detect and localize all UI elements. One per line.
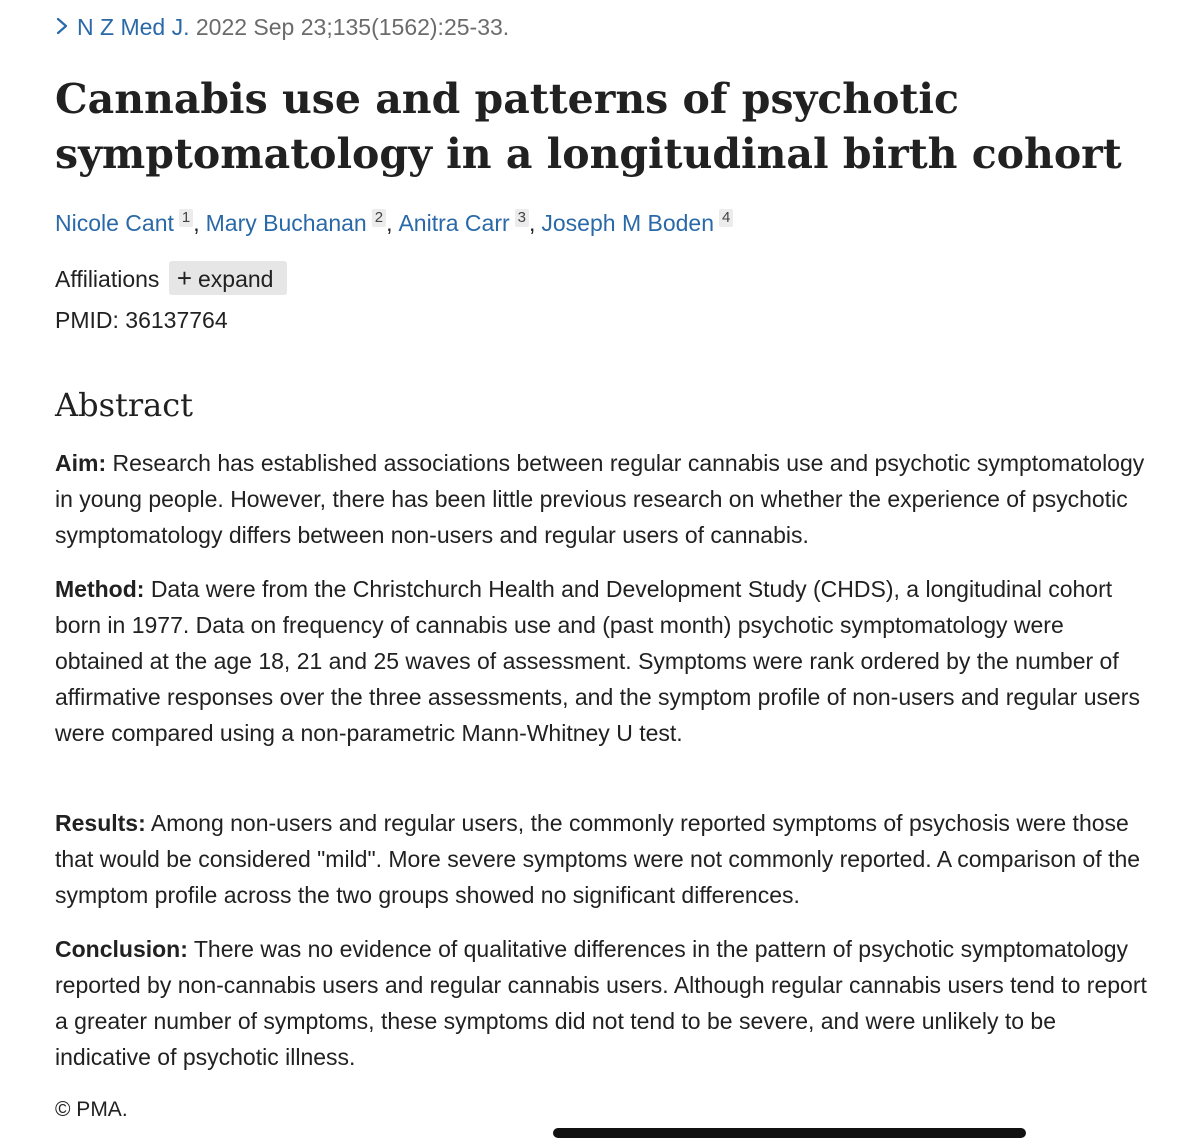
section-label: Aim: xyxy=(55,450,107,476)
author-link[interactable]: Joseph M Boden xyxy=(541,210,715,236)
pmid-row xyxy=(55,304,228,336)
article-title: Cannabis use and patterns of psychotic symptomatology in a longitudinal birth cohort xyxy=(55,75,1122,178)
journal-link[interactable]: N Z Med J. xyxy=(77,14,190,40)
section-label: Method: xyxy=(55,576,145,602)
affiliation-number[interactable]: 1 xyxy=(179,209,193,227)
abstract-method xyxy=(55,571,1155,751)
home-indicator[interactable] xyxy=(553,1128,1026,1138)
author-separator: , xyxy=(529,210,536,236)
author-link[interactable]: Anitra Carr xyxy=(398,210,510,236)
author-link[interactable]: Mary Buchanan xyxy=(205,210,367,236)
affiliation-number[interactable]: 2 xyxy=(372,209,386,227)
section-text: Research has established associations between regular cannabis use and psychotic symptomatology in young people. However, there has been little previous research on whether the experience of psychotic symptomatology differs between non-users and regular users of cannabis. xyxy=(55,450,1145,548)
copyright-notice: © PMA. xyxy=(55,1098,128,1121)
section-text: Among non-users and regular users, the commonly reported symptoms of psychosis were those that would be considered "mild". More severe symptoms were not commonly reported. A comparison of the symptom profile across the two groups showed no significant differences. xyxy=(55,810,1141,908)
plus-icon: + xyxy=(176,263,192,293)
pmid-label: PMID: xyxy=(55,307,119,333)
section-label: Results: xyxy=(55,810,146,836)
citation-details: 2022 Sep 23;135(1562):25-33. xyxy=(195,14,510,40)
author-separator: , xyxy=(193,210,200,236)
affiliations-label: Affiliations xyxy=(55,266,160,292)
abstract-conclusion xyxy=(55,931,1155,1075)
section-label: Conclusion: xyxy=(55,936,188,962)
author-separator: , xyxy=(386,210,393,236)
affiliation-number[interactable]: 4 xyxy=(719,209,733,227)
authors-list xyxy=(55,207,733,239)
section-text: There was no evidence of qualitative differences in the pattern of psychotic symptomatology reported by non-cannabis users and regular cannabis users. Although regular cannabis users tend to report a greater number of symptoms, these symptoms did not tend to be severe, and were unlikely to be indicative of psychotic illness. xyxy=(55,936,1147,1070)
expand-label: expand xyxy=(198,266,274,292)
citation-line xyxy=(55,12,509,42)
abstract-aim xyxy=(55,445,1155,553)
abstract-results xyxy=(55,805,1155,913)
abstract-heading: Abstract xyxy=(55,386,194,424)
expand-affiliations-button[interactable] xyxy=(169,261,288,295)
author-link[interactable]: Nicole Cant xyxy=(55,210,174,236)
chevron-right-icon[interactable] xyxy=(55,12,77,42)
pmid-value: 36137764 xyxy=(125,307,228,333)
affiliations-row xyxy=(55,261,287,296)
affiliation-number[interactable]: 3 xyxy=(515,209,529,227)
section-text: Data were from the Christchurch Health and Development Study (CHDS), a longitudinal cohort born in 1977. Data on frequency of cannabis use and (past month) psychotic symptomatology were obtained at the age 18, 21 and 25 waves of assessment. Symptoms were rank ordered by the number of affirmative responses over the three assessments, and the symptom profile of non-users and regular users were compared using a non-parametric Mann-Whitney U test. xyxy=(55,576,1140,746)
